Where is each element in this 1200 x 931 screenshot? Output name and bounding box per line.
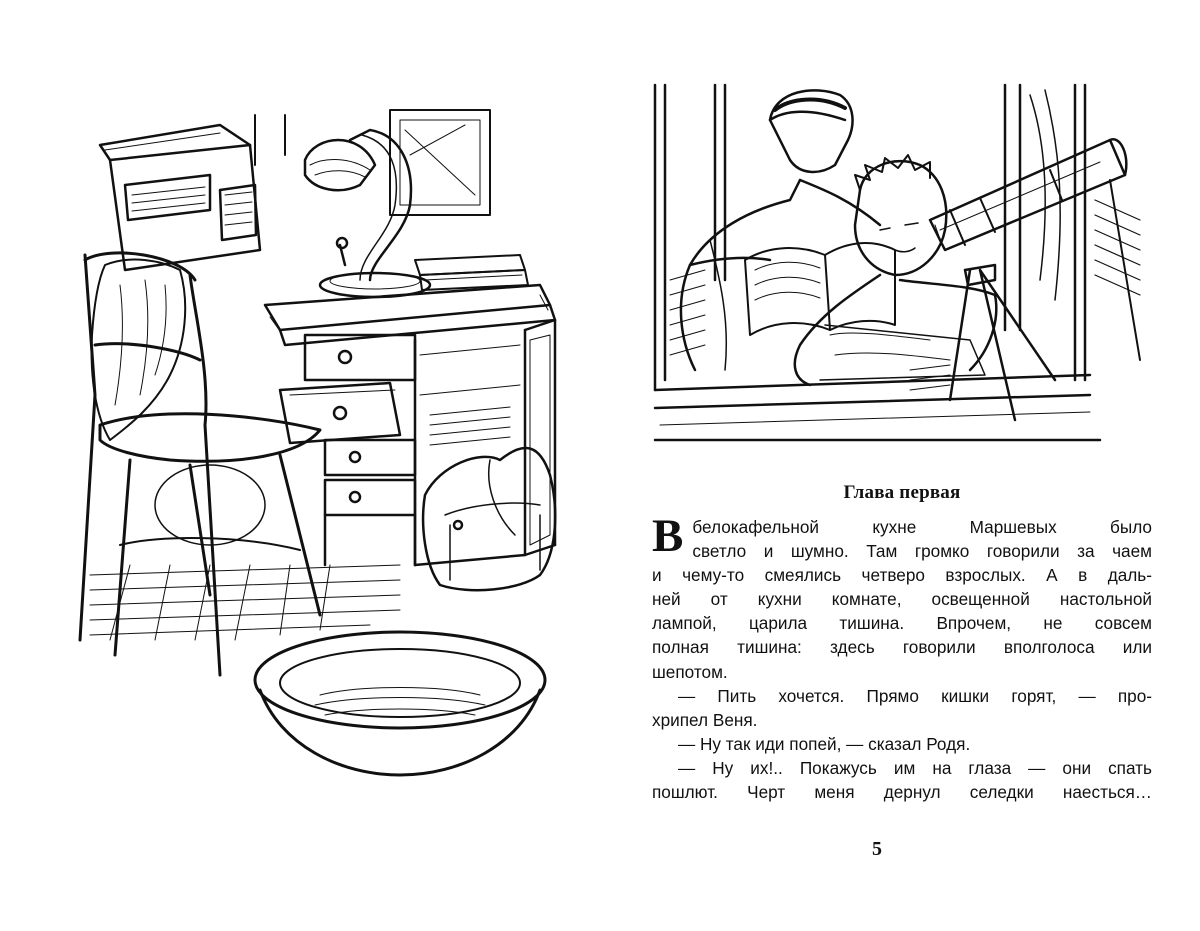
text-line: лампой, царила тишина. Впрочем, не совсем (652, 613, 1152, 634)
window-sill (655, 375, 1090, 425)
text-line: светло и шумно. Там громко говорили за чаем (692, 541, 1152, 562)
dialogue-line: — Пить хочется. Прямо кишки горят, — про- (678, 685, 1152, 706)
text-line: полная тишина: здесь говорили вполголоса или (652, 637, 1152, 658)
wash-basin (255, 632, 545, 775)
dialogue-line: — Ну так иди попей, — сказал Родя. (678, 733, 971, 754)
dialogue-line: хрипел Веня. (652, 709, 758, 730)
dialogue-line: пошлют. Черт меня дернул селедки наесться… (652, 782, 1152, 803)
page-number: 5 (872, 838, 882, 860)
window-frame (665, 85, 1085, 380)
book-stack (415, 255, 528, 290)
floor-hatching (90, 565, 400, 640)
curtain-hatching (1095, 180, 1140, 360)
desk (265, 285, 555, 565)
text-line: ней от кухни комнате, освещенной настольной (652, 589, 1152, 610)
desk-lamp (305, 130, 430, 297)
radio (100, 125, 260, 270)
chair (80, 253, 320, 675)
dialogue-line: — Ну их!.. Покажусь им на глаза — они спать (678, 757, 1152, 778)
text-line: белокафельной кухне Маршевых было (692, 517, 1152, 537)
text-line: и чему-то смеялись четверо взрослых. А в даль- (652, 565, 1152, 586)
chapter-title: Глава первая (843, 482, 961, 503)
desk-room-illustration (70, 95, 590, 785)
chapter-text (652, 510, 1152, 804)
backpack (423, 448, 555, 590)
drop-cap: В (652, 510, 684, 562)
boys-telescope-illustration (650, 80, 1155, 450)
right-page (600, 0, 1200, 931)
text-line: шепотом. (652, 661, 728, 682)
